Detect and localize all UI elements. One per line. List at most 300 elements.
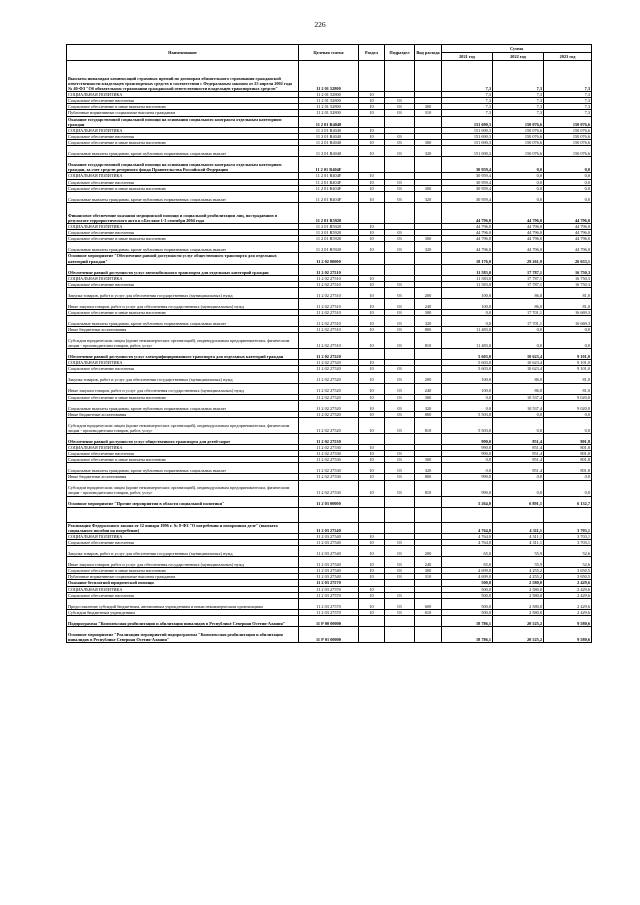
- row-subsection: 03: [385, 417, 415, 433]
- row-2022: 150 076,6: [493, 146, 544, 157]
- row-name: Реализация Федерального закона от 12 января 1996 г. № 8-ФЗ "О погребении и похоронном деле" (выплата социального пособия на погребение): [67, 522, 299, 533]
- row-2023: 52,6: [544, 546, 592, 557]
- row-2021: 7,3: [442, 61, 493, 92]
- row-name: Социальные выплаты гражданам, кроме публичных нормативных социальных выплат: [67, 242, 299, 253]
- table-row: [67, 333, 592, 349]
- table-row: [67, 480, 592, 496]
- row-2022: 29 261,9: [493, 253, 544, 264]
- row-2022: 17 787,1: [493, 281, 544, 287]
- row-section: 10: [359, 480, 385, 496]
- table-row: [67, 242, 592, 253]
- row-2022: 0,0: [493, 179, 544, 185]
- row-section: [359, 433, 385, 444]
- row-subsection: 03: [385, 598, 415, 609]
- row-2023: 16 750,3: [544, 264, 592, 275]
- row-kind: 300: [415, 457, 442, 463]
- row-subsection: 03: [385, 383, 415, 394]
- row-kind: 240: [415, 557, 442, 568]
- row-2022: 0,0: [493, 157, 544, 173]
- row-target: 11 2 01 R404F: [299, 191, 359, 202]
- row-2023: 801,8: [544, 457, 592, 463]
- row-subsection: 03: [385, 366, 415, 372]
- row-section: 10: [359, 127, 385, 133]
- row-2023: 0,0: [544, 185, 592, 191]
- table-row: [67, 157, 592, 173]
- row-2023: 81,0: [544, 298, 592, 309]
- row-section: 10: [359, 417, 385, 433]
- page-number: 226: [314, 20, 326, 29]
- row-subsection: 03: [385, 104, 415, 110]
- row-target: 11 2 03 27540: [299, 546, 359, 557]
- row-kind: 800: [415, 411, 442, 417]
- row-target: 11 2 02 27510: [299, 333, 359, 349]
- row-2021: 990,0: [442, 444, 493, 450]
- row-2021: 11 583,0: [442, 281, 493, 287]
- row-name: Субсидии юридическим лицам (кроме некоммерческих организаций), индивидуальным предпринимателям, физическим лицам - производителям товаров, работ, услуг: [67, 417, 299, 433]
- row-subsection: [385, 61, 415, 92]
- row-section: 10: [359, 557, 385, 568]
- row-name: Обеспечение равной доступности услуг автомобильного транспорта для отдельных категорий граждан: [67, 264, 299, 275]
- row-subsection: 03: [385, 411, 415, 417]
- row-2023: 2 429,6: [544, 592, 592, 598]
- row-2022: 0,0: [493, 411, 544, 417]
- row-2023: 16 750,3: [544, 281, 592, 287]
- row-name: СОЦИАЛЬНАЯ ПОЛИТИКА: [67, 444, 299, 450]
- row-target: 11 2 03 27570: [299, 598, 359, 609]
- row-subsection: [385, 433, 415, 444]
- row-kind: [415, 264, 442, 275]
- row-2021: 4 699,0: [442, 568, 493, 574]
- table-row: [67, 264, 592, 275]
- row-2021: 4 699,0: [442, 574, 493, 580]
- row-subsection: 03: [385, 463, 415, 474]
- row-2022: 20 525,2: [493, 616, 544, 627]
- row-section: 10: [359, 327, 385, 333]
- row-section: [359, 507, 385, 522]
- row-2021: 990,0: [442, 433, 493, 444]
- row-2021: 5 603,0: [442, 360, 493, 366]
- row-2023: 44 796,0: [544, 223, 592, 229]
- row-2023: 0,0: [544, 327, 592, 333]
- row-2023: 3 650,5: [544, 574, 592, 580]
- row-target: 11 2 03 27540: [299, 533, 359, 539]
- row-name: Иные закупки товаров, работ и услуг для обеспечения государственных (муниципальных) нужд: [67, 298, 299, 309]
- row-name: Закупка товаров, работ и услуг для обеспечения государственных (муниципальных) нужд: [67, 287, 299, 298]
- row-subsection: 03: [385, 480, 415, 496]
- row-2022: 4 255,2: [493, 574, 544, 580]
- row-2021: 7,3: [442, 98, 493, 104]
- table-row: [67, 372, 592, 383]
- row-section: [359, 253, 385, 264]
- row-subsection: 03: [385, 568, 415, 574]
- row-2021: 7,3: [442, 104, 493, 110]
- row-name: Субсидии бюджетным учреждениям: [67, 609, 299, 615]
- row-2023: 3 650,5: [544, 568, 592, 574]
- row-2023: 52,6: [544, 557, 592, 568]
- row-subsection: [385, 202, 415, 223]
- row-target: 11 2 03 27540: [299, 522, 359, 533]
- row-section: 10: [359, 173, 385, 179]
- row-target: 11 2 01 R404F: [299, 157, 359, 173]
- row-kind: 240: [415, 298, 442, 309]
- row-subsection: 03: [385, 281, 415, 287]
- row-2021: 500,0: [442, 580, 493, 586]
- row-subsection: 03: [385, 546, 415, 557]
- row-target: 11 2 02 27530: [299, 474, 359, 480]
- row-section: [359, 202, 385, 223]
- row-name: Предоставление субсидий бюджетным, автономным учреждениям и иным некоммерческим организациям: [67, 598, 299, 609]
- row-name: Оказание государственной социальной помощи на основании социального контракта отдельным категориям граждан: [67, 116, 299, 127]
- row-target: 11 2 01 R5920: [299, 230, 359, 236]
- row-2021: 500,0: [442, 586, 493, 592]
- row-2023: 150 076,6: [544, 134, 592, 140]
- row-target: 11 Р 01 00000: [299, 627, 359, 643]
- row-section: 10: [359, 242, 385, 253]
- row-kind: [415, 627, 442, 643]
- row-section: 10: [359, 110, 385, 116]
- table-row: [67, 627, 592, 643]
- row-name: Социальные выплаты гражданам, кроме публичных нормативных социальных выплат: [67, 146, 299, 157]
- row-name: Социальное обеспечение населения: [67, 230, 299, 236]
- row-target: 11 Р 00 00000: [299, 616, 359, 627]
- row-2023: 0,0: [544, 474, 592, 480]
- row-name: [67, 507, 299, 522]
- row-name: Социальное обеспечение населения: [67, 179, 299, 185]
- row-kind: [415, 496, 442, 507]
- row-kind: 200: [415, 546, 442, 557]
- row-section: 10: [359, 98, 385, 104]
- row-2022: 0,0: [493, 480, 544, 496]
- row-name: Закупка товаров, работ и услуг для обеспечения государственных (муниципальных) нужд: [67, 372, 299, 383]
- row-target: 11 2 01 R5920: [299, 236, 359, 242]
- row-2022: 17 701,1: [493, 309, 544, 315]
- row-target: 11 2 01 52800: [299, 92, 359, 98]
- row-2022: 10 537,4: [493, 400, 544, 411]
- row-2023: 81,0: [544, 372, 592, 383]
- row-subsection: 03: [385, 242, 415, 253]
- row-target: 11 2 01 52800: [299, 110, 359, 116]
- row-name: Иные бюджетные ассигнования: [67, 411, 299, 417]
- row-2023: 0,0: [544, 417, 592, 433]
- row-2023: 9 101,0: [544, 360, 592, 366]
- row-2023: 9 580,6: [544, 616, 592, 627]
- row-kind: [415, 507, 442, 522]
- row-2021: 4 764,0: [442, 522, 493, 533]
- row-name: Субсидии юридическим лицам (кроме некоммерческих организаций), индивидуальным предпринимателям, физическим лицам - производителям товаров, работ, услуг: [67, 480, 299, 496]
- row-2023: 801,8: [544, 433, 592, 444]
- row-2022: 17 787,1: [493, 264, 544, 275]
- row-2022: 2 580,0: [493, 592, 544, 598]
- row-name: Социальные выплаты гражданам, кроме публичных нормативных социальных выплат: [67, 400, 299, 411]
- row-2023: 2 429,6: [544, 586, 592, 592]
- row-kind: [415, 202, 442, 223]
- row-2022: 44 796,0: [493, 236, 544, 242]
- row-kind: 310: [415, 110, 442, 116]
- row-2022: 7,3: [493, 104, 544, 110]
- row-subsection: 03: [385, 230, 415, 236]
- row-section: 10: [359, 474, 385, 480]
- row-2023: 3 703,1: [544, 522, 592, 533]
- row-2022: 150 076,6: [493, 127, 544, 133]
- row-2023: 7,3: [544, 61, 592, 92]
- row-subsection: [385, 616, 415, 627]
- row-target: 11 2 02 27520: [299, 417, 359, 433]
- row-kind: 320: [415, 191, 442, 202]
- row-target: 11 2 02 27530: [299, 433, 359, 444]
- row-2023: 44 796,0: [544, 202, 592, 223]
- row-2021: 30 959,4: [442, 157, 493, 173]
- table-row: [67, 496, 592, 507]
- row-subsection: [385, 264, 415, 275]
- row-target: 11 2 02 27510: [299, 287, 359, 298]
- row-name: Социальное обеспечение и иные выплаты населению: [67, 185, 299, 191]
- row-name: Социальные выплаты гражданам, кроме публичных нормативных социальных выплат: [67, 463, 299, 474]
- row-kind: 800: [415, 327, 442, 333]
- row-2023: 3 703,1: [544, 540, 592, 546]
- row-kind: [415, 349, 442, 360]
- row-2021: 18 176,0: [442, 253, 493, 264]
- row-section: 10: [359, 366, 385, 372]
- row-target: 11 2 02 27520: [299, 360, 359, 366]
- row-2021: 0,0: [442, 394, 493, 400]
- row-target: 11 2 02 27510: [299, 309, 359, 315]
- row-section: 10: [359, 411, 385, 417]
- row-target: 11 2 02 27510: [299, 298, 359, 309]
- budget-table: [66, 44, 592, 643]
- table-row: [67, 116, 592, 127]
- row-name: Социальное обеспечение и иные выплаты населению: [67, 104, 299, 110]
- row-section: 10: [359, 444, 385, 450]
- row-target: 11 2 02 00000: [299, 253, 359, 264]
- row-2023: 9 101,0: [544, 349, 592, 360]
- row-2023: 2 429,6: [544, 598, 592, 609]
- row-name: Обеспечение равной доступности услуг электрифицированного транспорта для отдельных категорий граждан: [67, 349, 299, 360]
- row-2021: 5 603,0: [442, 349, 493, 360]
- row-name: СОЦИАЛЬНАЯ ПОЛИТИКА: [67, 92, 299, 98]
- row-2022: 0,0: [493, 417, 544, 433]
- row-2021: 11 583,0: [442, 264, 493, 275]
- row-section: 10: [359, 609, 385, 615]
- table-row: [67, 202, 592, 223]
- header-kind: Вид расхода: [415, 45, 442, 61]
- row-2023: 0,0: [544, 173, 592, 179]
- table-header-row: [67, 45, 592, 53]
- row-section: 10: [359, 316, 385, 327]
- row-2023: 26 653,1: [544, 253, 592, 264]
- row-kind: 300: [415, 309, 442, 315]
- row-2022: 55,9: [493, 546, 544, 557]
- row-2023: 150 076,6: [544, 116, 592, 127]
- row-2022: 44 796,0: [493, 230, 544, 236]
- row-2023: 150 076,6: [544, 127, 592, 133]
- row-target: 11 2 01 52800: [299, 98, 359, 104]
- row-2022: 10 623,4: [493, 366, 544, 372]
- row-2022: 44 796,0: [493, 242, 544, 253]
- row-2021: 11 483,0: [442, 327, 493, 333]
- table-row: [67, 287, 592, 298]
- row-2022: 851,4: [493, 433, 544, 444]
- row-subsection: 03: [385, 451, 415, 457]
- row-name: Публичные нормативные социальные выплаты гражданам: [67, 574, 299, 580]
- row-subsection: 03: [385, 316, 415, 327]
- row-kind: 320: [415, 400, 442, 411]
- header-sum: Сумма: [442, 45, 592, 53]
- row-2023: 44 796,0: [544, 230, 592, 236]
- row-2021: 44 796,0: [442, 242, 493, 253]
- row-2022: 4 311,1: [493, 533, 544, 539]
- row-2023: 7,3: [544, 92, 592, 98]
- row-subsection: 03: [385, 400, 415, 411]
- table-row: [67, 433, 592, 444]
- row-subsection: 03: [385, 134, 415, 140]
- row-2021: 500,0: [442, 609, 493, 615]
- row-subsection: 03: [385, 309, 415, 315]
- row-2023: 7,3: [544, 104, 592, 110]
- row-2021: 500,0: [442, 598, 493, 609]
- row-section: 10: [359, 546, 385, 557]
- header-section: Раздел: [359, 45, 385, 61]
- row-2021: 0,0: [442, 309, 493, 315]
- row-kind: [415, 253, 442, 264]
- row-2022: 86,0: [493, 298, 544, 309]
- row-name: Социальное обеспечение населения: [67, 281, 299, 287]
- row-name: СОЦИАЛЬНАЯ ПОЛИТИКА: [67, 275, 299, 281]
- row-target: 11 2 01 52800: [299, 61, 359, 92]
- row-subsection: 03: [385, 146, 415, 157]
- row-name: Социальное обеспечение населения: [67, 366, 299, 372]
- row-2023: 2 429,6: [544, 609, 592, 615]
- row-2021: 65,0: [442, 557, 493, 568]
- row-target: 11 2 02 27510: [299, 316, 359, 327]
- row-target: 11 2 02 27520: [299, 366, 359, 372]
- row-2023: 9 101,0: [544, 366, 592, 372]
- row-subsection: 03: [385, 287, 415, 298]
- row-2023: 801,8: [544, 463, 592, 474]
- row-subsection: 03: [385, 540, 415, 546]
- row-name: СОЦИАЛЬНАЯ ПОЛИТИКА: [67, 360, 299, 366]
- row-subsection: 03: [385, 372, 415, 383]
- row-name: Социальное обеспечение и иные выплаты населению: [67, 394, 299, 400]
- row-2022: 7,3: [493, 110, 544, 116]
- row-target: 11 2 01 R404F: [299, 185, 359, 191]
- row-section: 10: [359, 298, 385, 309]
- row-kind: 300: [415, 236, 442, 242]
- row-2023: 44 796,0: [544, 236, 592, 242]
- row-target: 11 2 01 R4040: [299, 116, 359, 127]
- row-2023: 150 076,6: [544, 146, 592, 157]
- row-2022: 2 580,0: [493, 598, 544, 609]
- row-2023: 150 076,6: [544, 140, 592, 146]
- row-subsection: 03: [385, 457, 415, 463]
- row-2021: 0,0: [442, 316, 493, 327]
- row-subsection: [385, 253, 415, 264]
- row-section: [359, 61, 385, 92]
- row-name: Обеспечение равной доступности услуг общественного транспорта для детей-сирот: [67, 433, 299, 444]
- row-kind: 610: [415, 609, 442, 615]
- row-2022: 86,0: [493, 287, 544, 298]
- row-section: 10: [359, 574, 385, 580]
- row-2021: 5 503,0: [442, 417, 493, 433]
- row-2022: 17 701,1: [493, 316, 544, 327]
- row-section: 10: [359, 140, 385, 146]
- row-kind: [415, 157, 442, 173]
- row-section: 10: [359, 533, 385, 539]
- row-2021: 990,0: [442, 451, 493, 457]
- row-2023: 801,8: [544, 451, 592, 457]
- row-section: 10: [359, 457, 385, 463]
- row-2022: 4 255,2: [493, 568, 544, 574]
- row-section: 10: [359, 287, 385, 298]
- row-kind: [415, 616, 442, 627]
- row-kind: 200: [415, 372, 442, 383]
- row-subsection: [385, 522, 415, 533]
- row-2021: 44 796,0: [442, 230, 493, 236]
- row-2021: 44 796,0: [442, 223, 493, 229]
- row-section: 10: [359, 463, 385, 474]
- row-target: 11 2 02 27510: [299, 281, 359, 287]
- row-kind: [415, 61, 442, 92]
- row-target: 11 2 01 R4040: [299, 134, 359, 140]
- row-2023: 81,0: [544, 383, 592, 394]
- row-name: Социальное обеспечение и иные выплаты населению: [67, 457, 299, 463]
- row-subsection: [385, 116, 415, 127]
- row-name: Иные закупки товаров, работ и услуг для обеспечения государственных (муниципальных) нужд: [67, 557, 299, 568]
- row-target: 11 2 01 R4040: [299, 146, 359, 157]
- row-name: СОЦИАЛЬНАЯ ПОЛИТИКА: [67, 223, 299, 229]
- row-section: 10: [359, 230, 385, 236]
- row-2022: 0,0: [493, 173, 544, 179]
- row-2021: 18 786,1: [442, 627, 493, 643]
- table-row: [67, 546, 592, 557]
- row-kind: 300: [415, 185, 442, 191]
- table-row: [67, 298, 592, 309]
- row-subsection: 03: [385, 179, 415, 185]
- row-section: 10: [359, 191, 385, 202]
- row-2023: 44 796,0: [544, 242, 592, 253]
- row-section: 10: [359, 598, 385, 609]
- row-name: Социальное обеспечение и иные выплаты населению: [67, 140, 299, 146]
- row-2021: 151 690,3: [442, 146, 493, 157]
- row-name: Подпрограмма "Комплексная реабилитация и абилитация инвалидов в Республике Северная Осетия-Алания": [67, 616, 299, 627]
- row-section: 10: [359, 394, 385, 400]
- row-2023: 6 132,7: [544, 496, 592, 507]
- row-2023: 0,0: [544, 157, 592, 173]
- table-row: [67, 598, 592, 609]
- row-subsection: 03: [385, 592, 415, 598]
- row-2023: 0,0: [544, 191, 592, 202]
- row-2023: 9 020,0: [544, 394, 592, 400]
- row-subsection: 03: [385, 185, 415, 191]
- row-2022: 20 525,2: [493, 627, 544, 643]
- row-subsection: [385, 496, 415, 507]
- row-subsection: 03: [385, 333, 415, 349]
- row-2021: 151 690,3: [442, 116, 493, 127]
- row-section: 10: [359, 281, 385, 287]
- row-target: 11 2 02 27530: [299, 451, 359, 457]
- row-name: Оказание государственной социальной помощи на основании социального контракта отдельным категориям граждан, за счет средств резервного фонда Правительства Российской Федерации: [67, 157, 299, 173]
- row-section: [359, 264, 385, 275]
- row-2022: 851,4: [493, 463, 544, 474]
- row-name: Социальное обеспечение и иные выплаты населению: [67, 568, 299, 574]
- row-kind: 800: [415, 474, 442, 480]
- row-section: 10: [359, 185, 385, 191]
- row-2021: 30 959,4: [442, 185, 493, 191]
- row-2022: 10 623,4: [493, 360, 544, 366]
- row-2022: 150 076,6: [493, 134, 544, 140]
- row-section: 10: [359, 360, 385, 366]
- row-section: 10: [359, 586, 385, 592]
- row-name: Выплаты инвалидам компенсаций страховых премий по договорам обязательного страхования гражданской ответственности владельцев транспортных средств в соответствии с Федеральным законом от 25 апреля 2002 года № 40-ФЗ "Об обязательном страховании гражданской ответственности владельцев транспортных средств": [67, 61, 299, 92]
